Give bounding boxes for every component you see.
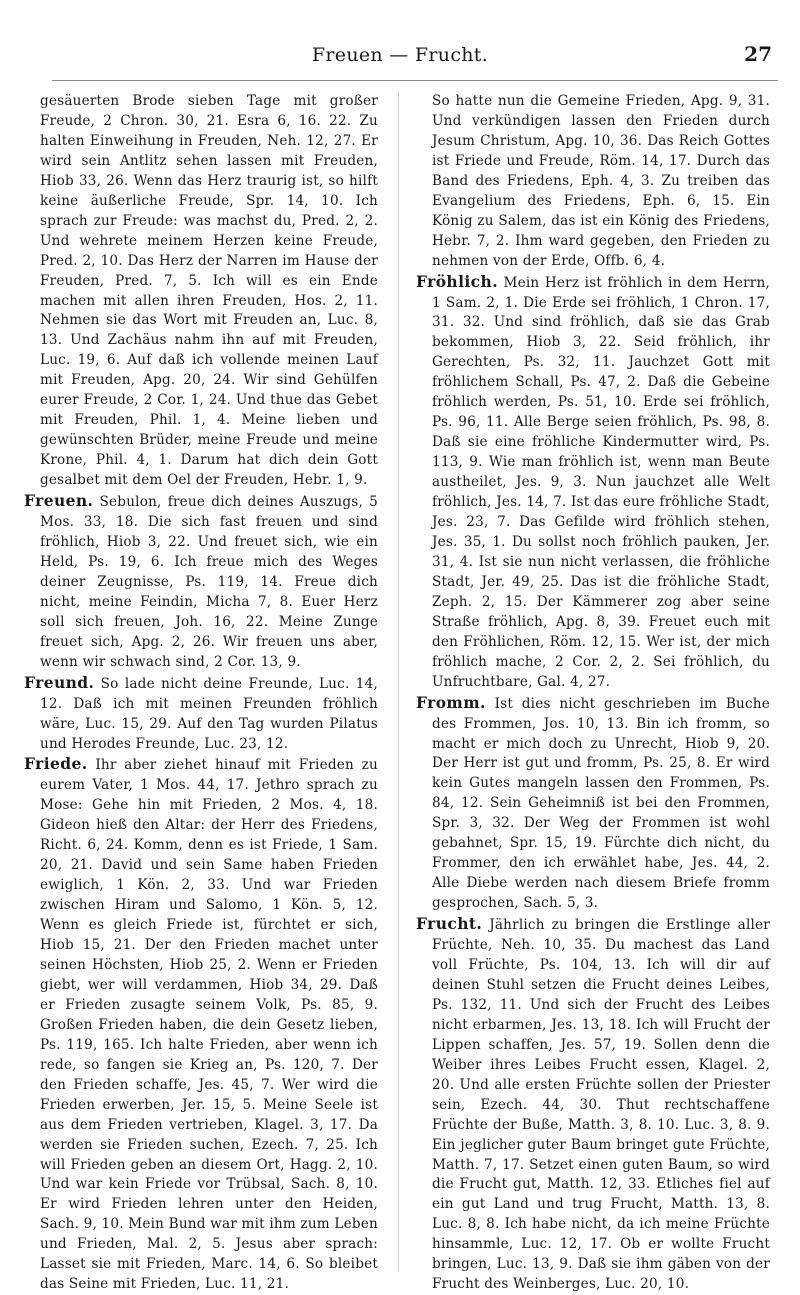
entry-frucht	[416, 914, 770, 1295]
entry-text: Jährlich zu bringen die Erstlinge aller Früchte, Neh. 10, 35. Du machest das Land voll Früchte, Ps. 104, 13. Ich will dir auf deinen Stuhl setzen die Frucht deines Leibes, Ps. 132, 11. Und sich der Frucht des Leibes nicht erbarmen, Jes. 13, 18. Ich will Frucht der Lippen schaffen, Jes. 57, 19. Sollen denn die Weiber ihres Leibes Frucht essen, Klagel. 2, 20. Und alle ersten Früchte sollen der Priester sein, Ezech. 44, 30. Thut rechtschaffene Früchte der Buße, Matth. 3, 8. 10. Luc. 3, 8. 9. Ein jeglicher guter Baum bringet gute Früchte, Matth. 7, 17. Setzet einen guten Baum, so wird die Frucht gut, Matth. 12, 33. Etliches fiel auf ein gut Land und trug Frucht, Matth. 13, 8. Luc. 8, 8. Ich habe nicht, da ich meine Früchte hinsammle, Luc. 12, 17. Ob er wollte Frucht bringen, Luc. 13, 9. Daß sie ihm gäben von der Frucht des Weinberges, Luc. 20, 10.	[432, 917, 770, 1293]
headword: Frucht.	[416, 914, 483, 934]
entry-text: Sebulon, freue dich deines Auszugs, 5 Mos. 33, 18. Die sich fast freuen und sind fröhlich, Hiob 3, 22. Und freuet sich, wie ein Held, Ps. 19, 6. Ich freue mich des Weges deiner Zeugnisse, Ps. 119, 14. Freue dich nicht, meine Feindin, Micha 7, 8. Euer Herz soll sich freuen, Joh. 16, 22. Meine Zunge freuet sich, Apg. 2, 26. Wir freuen uns aber, wenn wir schwach sind, 2 Cor. 13, 9.	[40, 494, 379, 670]
page-number: 27	[744, 42, 772, 66]
running-title: Freuen — Frucht.	[311, 44, 489, 66]
entry-freund	[24, 673, 378, 755]
headword: Fromm.	[416, 692, 486, 712]
headword: Freuen.	[24, 491, 94, 511]
entry-continuation: So hatte nun die Gemeine Frieden, Apg. 9, 31. Und verkündigen lassen den Frieden durch Jesum Christum, Apg. 10, 36. Das Reich Gottes ist Friede und Freude, Röm. 14, 17. Durch das Band des Friedens, Eph. 4, 3. Zu treiben das Evangelium des Friedens, Eph. 6, 15. Ein König zu Salem, das ist ein König des Friedens, Hebr. 7, 2. Ihm ward gegeben, den Frieden zu nehmen von der Erde, Offb. 6, 4.	[432, 93, 770, 269]
left-column	[24, 92, 378, 1295]
entry-text: Ist dies nicht geschrieben im Buche des Frommen, Jos. 10, 13. Bin ich fromm, so macht er mich doch zu Unrecht, Hiob 9, 20. Der Herr ist gut und fromm, Ps. 25, 8. Er wird kein Gutes mangeln lassen den Frommen, Ps. 84, 12. Sein Geheimniß ist bei den Frommen, Spr. 3, 32. Der Weg der Frommen ist wohl gebahnet, Spr. 15, 19. Fürchte dich nicht, du Frommer, den ich erwählet habe, Jes. 44, 2. Alle Diebe werden nach diesem Briefe fromm gesprochen, Sach. 5, 3.	[432, 695, 770, 912]
headword: Fröhlich.	[416, 271, 498, 291]
entry-text: Ihr aber ziehet hinauf mit Frieden zu eurem Vater, 1 Mos. 44, 17. Jethro sprach zu Mose: Gehe hin mit Frieden, 2 Mos. 4, 18. Gideon hieß den Altar: der Herr des Friedens, Richt. 6, 24. Komm, denn es ist Friede, 1 Sam. 20, 21. David und sein Same haben Frieden ewiglich, 1 Kön. 2, 33. Und war Frieden zwischen Hiram und Salomo, 1 Kön. 5, 12. Wenn es gleich Friede ist, fürchtet er sich, Hiob 15, 21. Der den Frieden machet unter seinen Höchsten, Hiob 25, 2. Wenn er Frieden giebt, wer will verdammen, Hiob 34, 29. Daß er Frieden zusagte seinem Volk, Ps. 85, 9. Großen Frieden haben, die dein Gesetz lieben, Ps. 119, 165. Ich halte Frieden, aber wenn ich rede, so fangen sie Krieg an, Ps. 120, 7. Der den Frieden schaffe, Jes. 45, 7. Wer wird die Frieden erwerben, Jer. 15, 5. Meine Seele ist aus dem Frieden vertrieben, Klagel. 3, 17. Da werden sie Frieden suchen, Ezech. 7, 25. Ich will Frieden geben an diesem Ort, Hagg. 2, 10. Und war kein Friede vor Trübsal, Sach. 8, 10. Er wird Frieden lehren unter den Heiden, Sach. 9, 10. Mein Bund war mit ihm zum Leben und Frieden, Mal. 2, 5. Jesus aber sprach: Lasset sie mit Frieden, Marc. 14, 6. So bleibet das Seine mit Frieden, Luc. 11, 21.	[40, 757, 378, 1293]
entry-fromm	[416, 693, 770, 914]
headword: Friede.	[24, 754, 88, 774]
entry-continuation: gesäuerten Brode sieben Tage mit großer Freude, 2 Chron. 30, 21. Esra 6, 16. 22. Zu halten Einweihung in Freuden, Neh. 12, 27. Er wird sein Antlitz sehen lassen mit Freuden, Hiob 33, 26. Wenn das Herz traurig ist, so hilft keine äußerliche Freude, Spr. 14, 10. Ich sprach zur Freude: was machst du, Pred. 2, 2. Und wehrete meinem Herzen keine Freude, Pred. 2, 10. Das Herz der Narren im Hause der Freuden, Pred. 7, 5. Ich will es ein Ende machen mit allen ihren Freuden, Hos. 2, 11. Nehmen sie das Wort mit Freuden an, Luc. 8, 13. Und Zachäus nahm ihn auf mit Freuden, Luc. 19, 6. Auf daß ich vollende meinen Lauf mit Freuden, Apg. 20, 24. Wir sind Gehülfen eurer Freude, 2 Cor. 1, 24. Und thue das Gebet mit Freuden, Phil. 1, 4. Meine lieben und gewünschten Brüder, meine Freude und meine Krone, Phil. 4, 1. Darum hat dich dein Gott gesalbet mit dem Oel der Freuden, Hebr. 1, 9.	[40, 93, 378, 489]
entry-friede	[24, 754, 378, 1295]
entry-freuen	[24, 491, 378, 673]
entry-text: Mein Herz ist fröhlich in dem Herrn, 1 Sam. 2, 1. Die Erde sei fröhlich, 1 Chron. 17, 31. 32. Und sind fröhlich, daß sie das Grab bekommen, Hiob 3, 22. Seid fröhlich, ihr Gerechten, Ps. 32, 11. Jauchzet Gott mit fröhlichem Schall, Ps. 47, 2. Daß die Gebeine fröhlich werden, Ps. 51, 10. Erde sei fröhlich, Ps. 96, 11. Alle Berge seien fröhlich, Ps. 98, 8. Daß sie eine fröhliche Kindermutter wird, Ps. 113, 9. Wie man fröhlich ist, wenn man Beute austheilet, Jes. 9, 3. Nun jauchzet alle Welt fröhlich, Jes. 14, 7. Ist das eure fröhliche Stadt, Jes. 23, 7. Das Gefilde wird fröhlich stehen, Jes. 35, 1. Du sollst noch fröhlich pauken, Jer. 31, 4. Ist sie nun nicht verlassen, die fröhliche Stadt, Jer. 49, 25. Das ist die fröhliche Stadt, Zeph. 2, 15. Der Kämmerer zog aber seine Straße fröhlich, Apg. 8, 39. Freuet euch mit den Fröhlichen, Röm. 12, 15. Wer ist, der mich fröhlich mache, 2 Cor. 2, 2. Sei fröhlich, du Unfruchtbare, Gal. 4, 27.	[432, 274, 770, 690]
headword: Freund.	[24, 672, 95, 692]
right-column	[416, 92, 770, 1295]
entry-froehlich	[416, 272, 770, 693]
running-head	[0, 40, 800, 80]
entry-text: So lade nicht deine Freunde, Luc. 14, 12. Daß ich mit meinen Freunden fröhlich wäre, Luc. 15, 29. Auf den Tag wurden Pilatus und Herodes Freunde, Luc. 23, 12.	[40, 675, 378, 752]
header-rule	[52, 80, 778, 81]
column-gutter	[398, 92, 399, 1272]
